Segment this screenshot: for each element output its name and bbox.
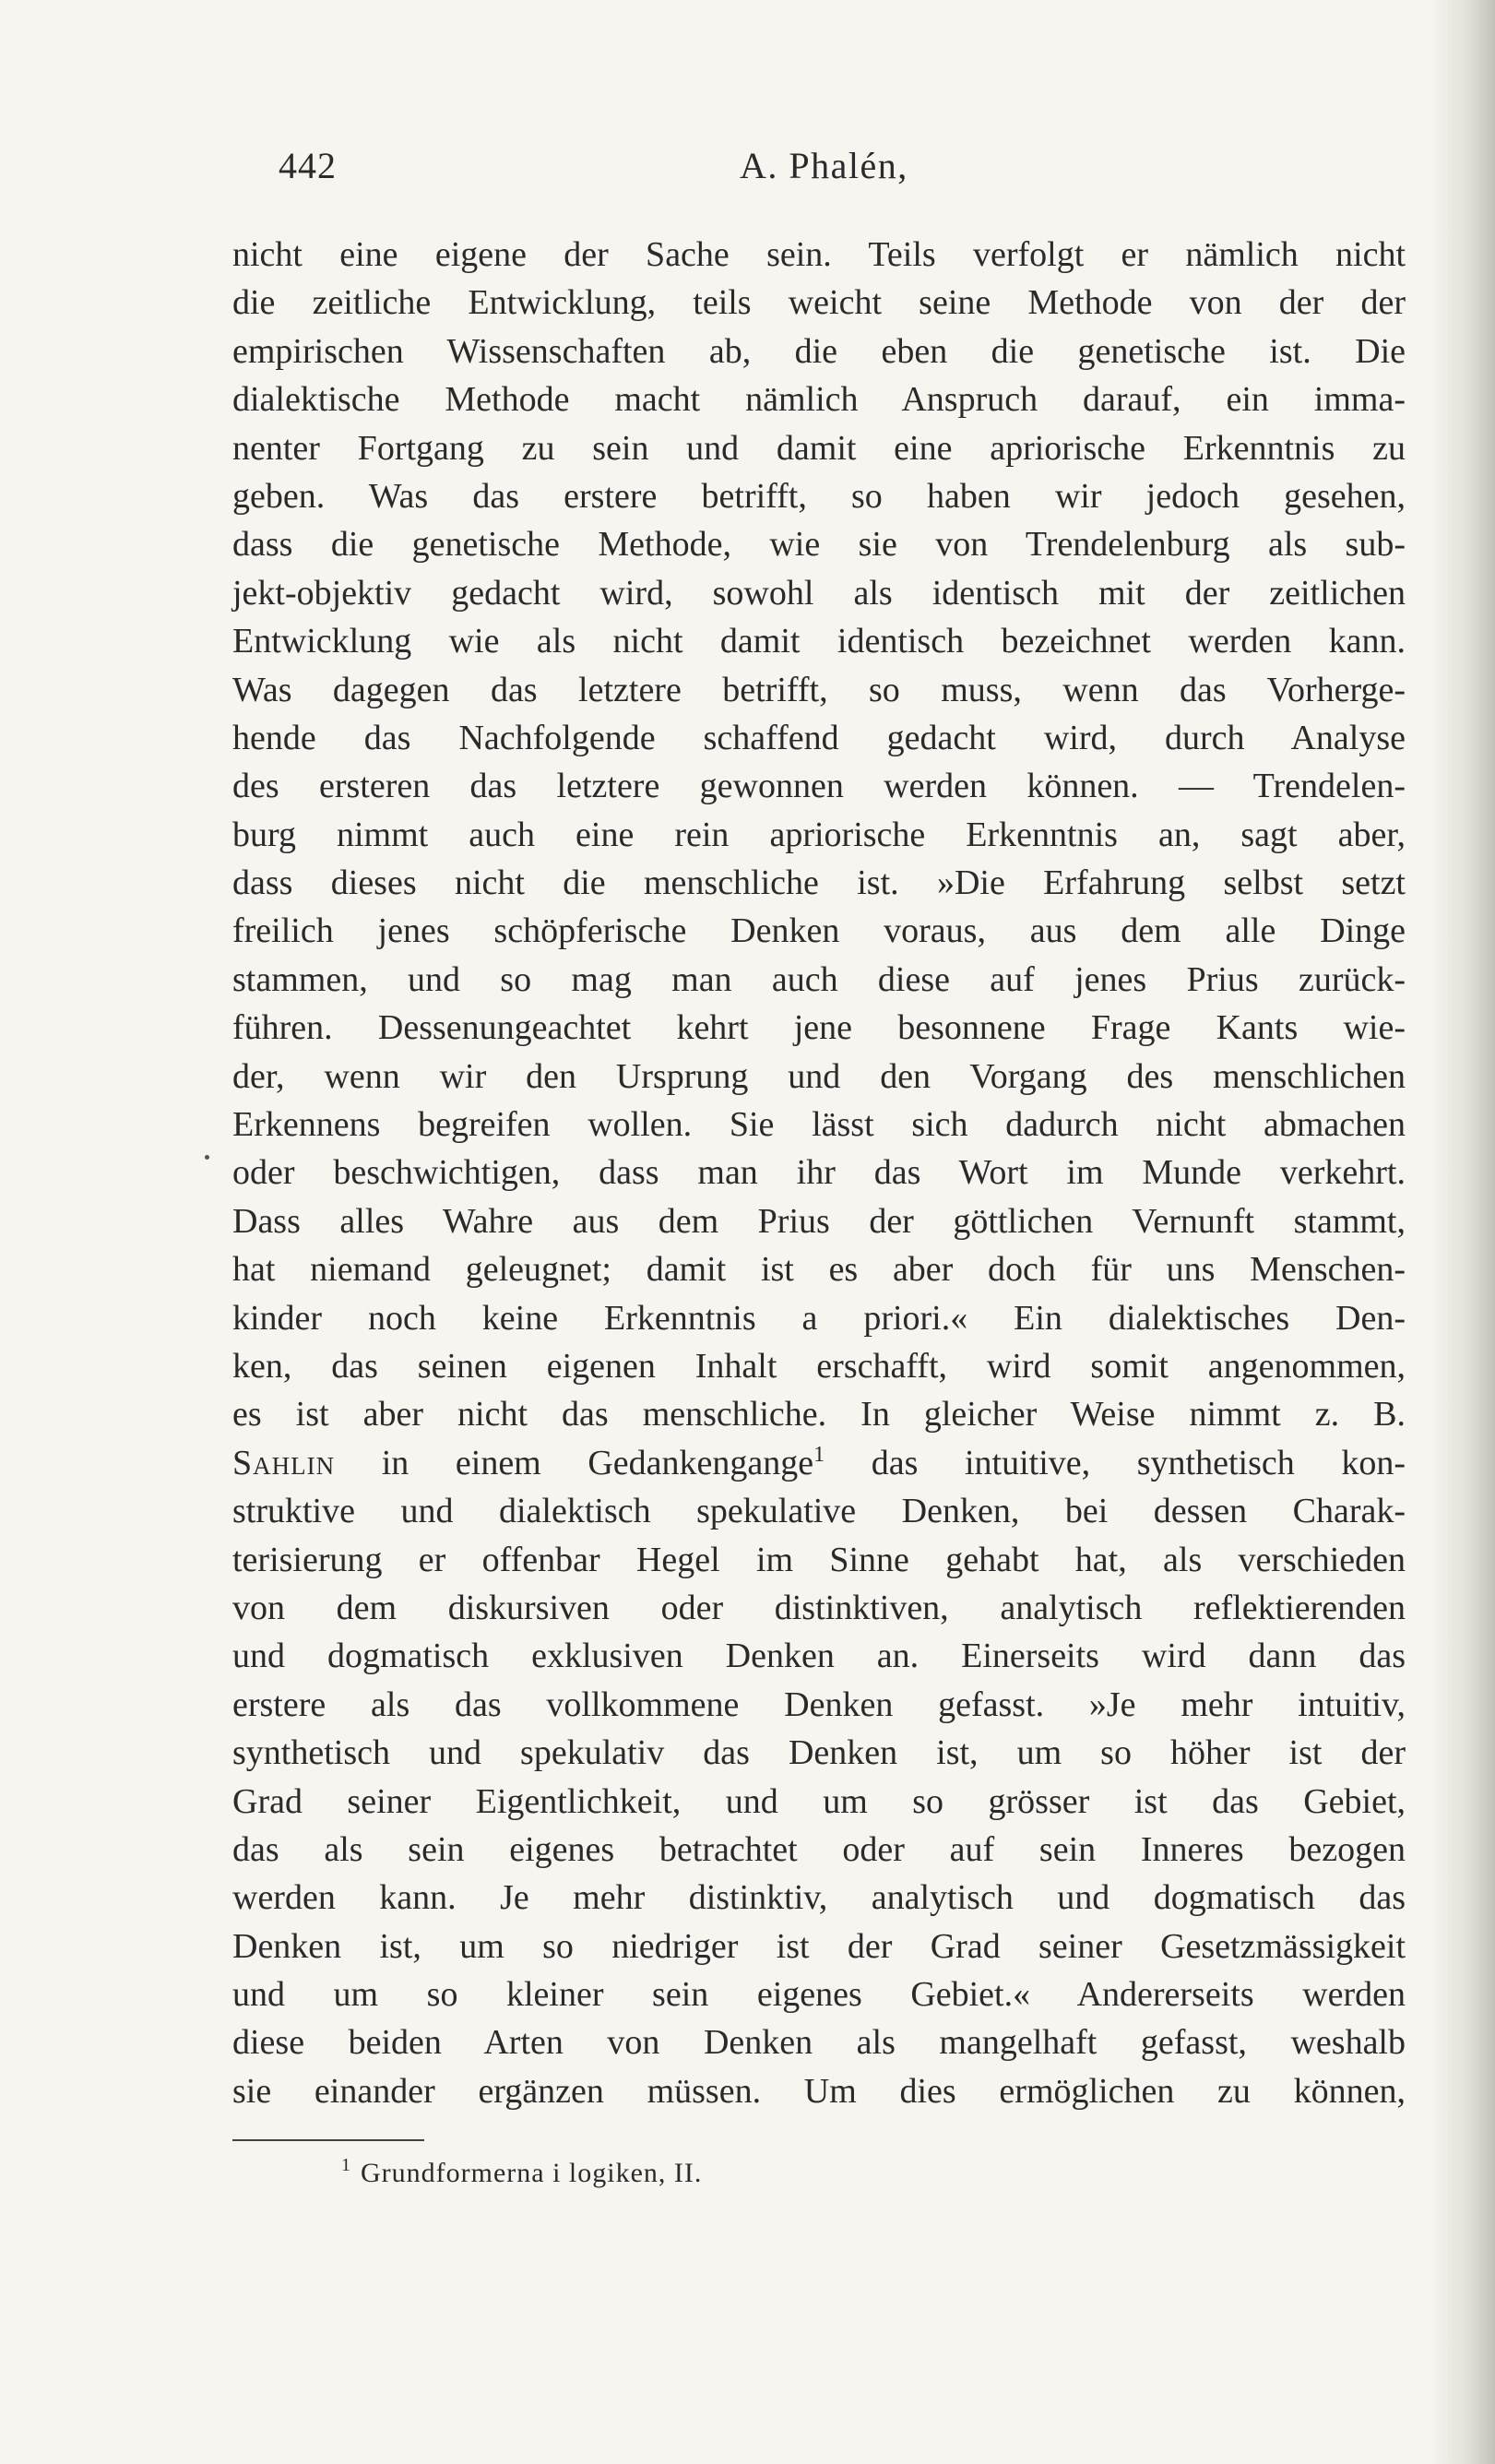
body-text [232,231,1406,2115]
margin-mark [205,1155,209,1160]
text-line: nenter Fortgang zu sein und damit eine apriorische Erkenntnis zu [232,428,1406,468]
text-line: empirischen Wissenschaften ab, die eben die genetische ist. Die [232,331,1406,371]
text-line: jekt-objektiv gedacht wird, sowohl als identisch mit der zeitlichen [232,573,1406,613]
text-line: Erkennens begreifen wollen. Sie lässt sich dadurch nicht abmachen [232,1105,1406,1145]
text-lines [232,231,1406,1439]
text-line: hende das Nachfolgende schaffend gedacht wird, durch Analyse [232,718,1406,757]
text-line: struktive und dialektisch spekulative Denken, bei dessen Charak- [232,1492,1406,1531]
text-line: Dass alles Wahre aus dem Prius der göttlichen Vernunft stammt, [232,1201,1406,1241]
text-line: nicht eine eigene der Sache sein. Teils verfolgt er nämlich nicht [232,235,1406,274]
text-line: und um so kleiner sein eigenes Gebiet.« Andererseits werden [232,1975,1406,2015]
text-line: Entwicklung wie als nicht damit identisch bezeichnet werden kann. [232,622,1406,661]
text-line: das als sein eigenes betrachtet oder auf sein Inneres bezogen [232,1829,1406,1869]
text-line: des ersteren das letztere gewonnen werden können. — Trendelen- [232,767,1406,806]
text-line: die zeitliche Entwicklung, teils weicht seine Methode von der der [232,283,1406,323]
text-line-sahlin [232,1439,1406,1487]
text-lines-after [232,1487,1406,2115]
text-line: freilich jenes schöpferische Denken voraus, aus dem alle Dinge [232,911,1406,951]
text-line: ken, das seinen eigenen Inhalt erschafft, wird somit angenommen, [232,1346,1406,1386]
text-line: es ist aber nicht das menschliche. In gleicher Weise nimmt z. B. [232,1395,1406,1434]
book-page [232,138,1406,2189]
text-line: dass dieses nicht die menschliche ist. »Die Erfahrung selbst setzt [232,863,1406,903]
text-line: Grad seiner Eigentlichkeit, und um so grösser ist das Gebiet, [232,1781,1406,1821]
text-line: diese beiden Arten von Denken als mangelhaft gefasst, weshalb [232,2023,1406,2063]
text-line: kinder noch keine Erkenntnis a priori.« Ein dialektisches Den- [232,1298,1406,1338]
text-line: stammen, und so mag man auch diese auf jenes Prius zurück- [232,959,1406,999]
text-segment: in einem Gedankengange [335,1443,814,1482]
text-line: der, wenn wir den Ursprung und den Vorgang des menschlichen [232,1056,1406,1096]
text-line: Denken ist, um so niedriger ist der Grad seiner Gesetzmässigkeit [232,1926,1406,1966]
text-line: oder beschwichtigen, dass man ihr das Wort im Munde verkehrt. [232,1153,1406,1193]
text-line: synthetisch und spekulativ das Denken ist, um so höher ist der [232,1733,1406,1773]
text-line: von dem diskursiven oder distinktiven, analytisch reflektierenden [232,1588,1406,1627]
text-segment: das intuitive, synthetisch kon- [825,1443,1406,1482]
text-line: und dogmatisch exklusiven Denken an. Einerseits wird dann das [232,1637,1406,1676]
text-line: erstere als das vollkommene Denken gefasst. »Je mehr intuitiv, [232,1684,1406,1724]
text-line: terisierung er offenbar Hegel im Sinne gehabt hat, als verschieden [232,1540,1406,1579]
footnote-text: Grundformerna i logiken, II. [361,2158,703,2189]
text-line: führen. Dessenungeachtet kehrt jene besonnene Frage Kants wie- [232,1008,1406,1048]
footnote-rule [232,2139,424,2141]
footnote-marker: 1 [341,2155,351,2176]
footnote [341,2155,1406,2189]
running-head: A. Phalén, [740,145,908,186]
text-line: hat niemand geleugnet; damit ist es aber doch für uns Menschen- [232,1250,1406,1290]
text-line: dass die genetische Methode, wie sie von Trendelenburg als sub- [232,525,1406,565]
page-header [232,138,1406,194]
author-name: Sahlin [232,1443,336,1482]
footnote-reference[interactable]: 1 [813,1442,825,1467]
text-line: werden kann. Je mehr distinktiv, analytisch und dogmatisch das [232,1878,1406,1918]
text-line: dialektische Methode macht nämlich Anspruch darauf, ein imma- [232,380,1406,420]
page-edge-shadow [1430,0,1495,2464]
text-line: sie einander ergänzen müssen. Um dies ermöglichen zu können, [232,2071,1406,2111]
text-line: geben. Was das erstere betrifft, so haben wir jedoch gesehen, [232,476,1406,516]
text-line: burg nimmt auch eine rein apriorische Erkenntnis an, sagt aber, [232,815,1406,854]
text-line: Was dagegen das letztere betrifft, so muss, wenn das Vorherge- [232,670,1406,709]
page-number: 442 [279,145,337,186]
